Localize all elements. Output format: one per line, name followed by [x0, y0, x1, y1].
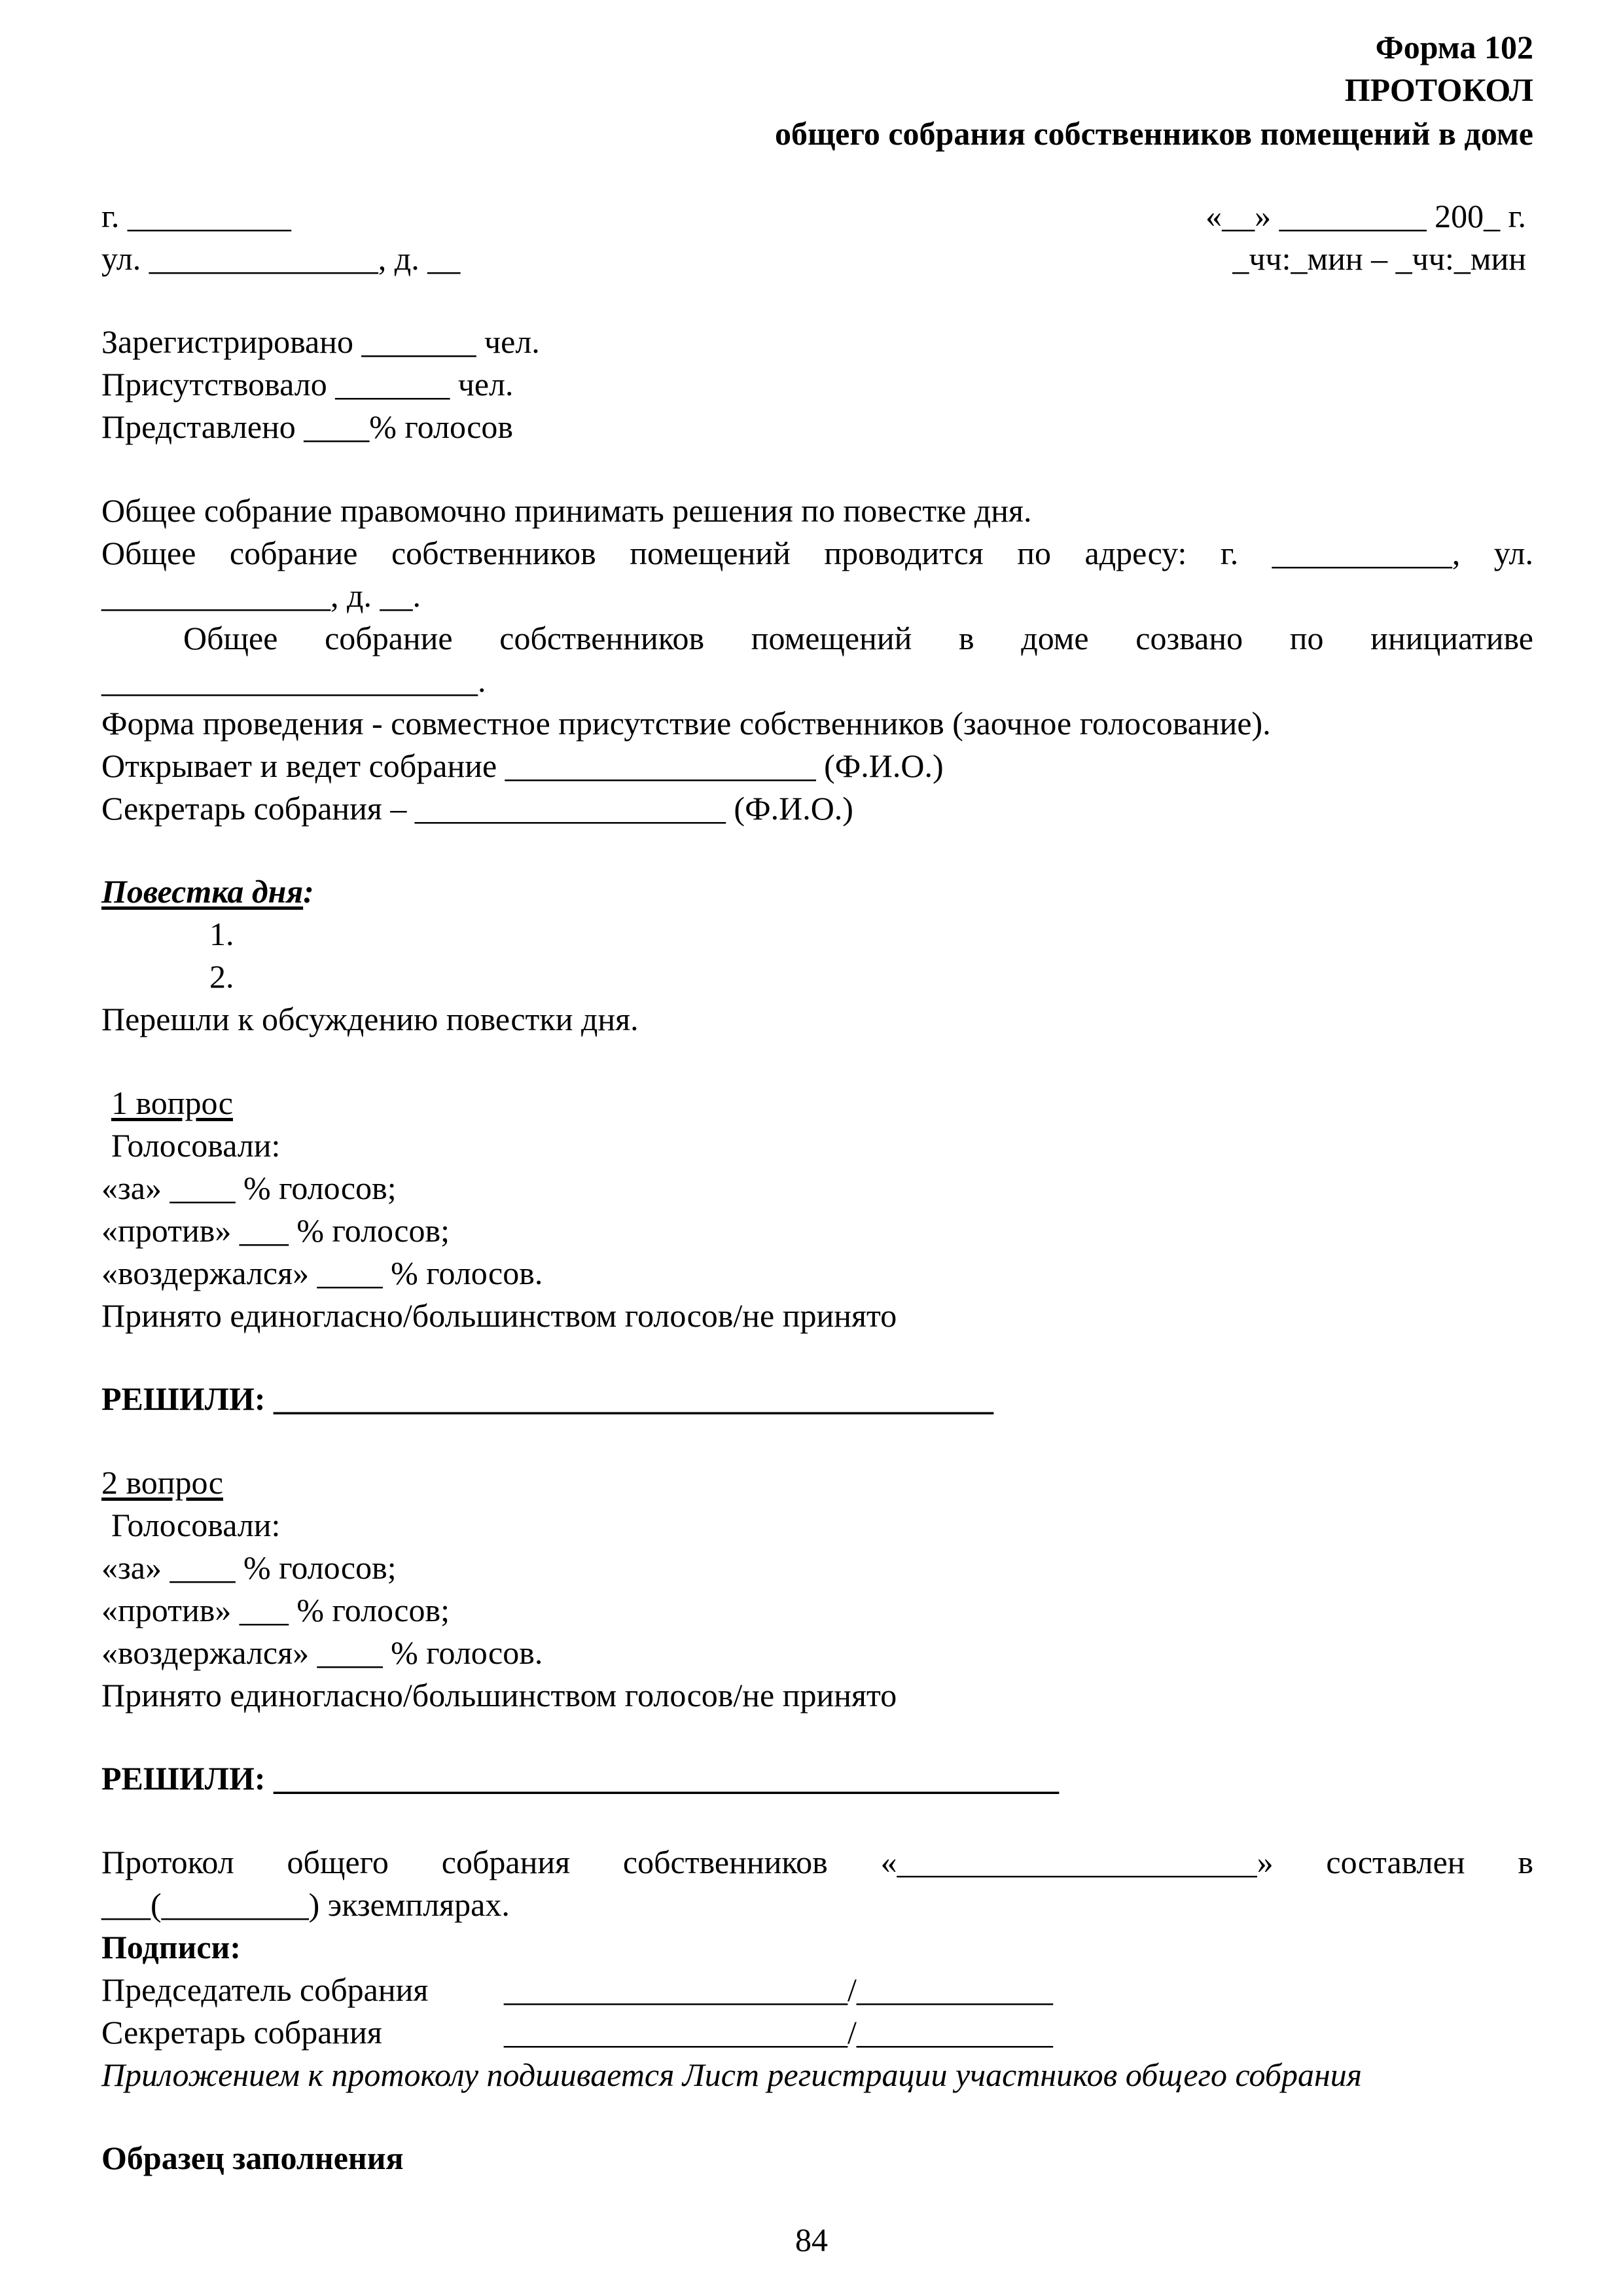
question-2-against: «против» ___ % голосов; — [101, 1592, 450, 1628]
agenda-heading-text: Повестка дня — [101, 873, 304, 910]
agenda-item-1: 1. — [209, 916, 234, 952]
secretary-signature-label: Секретарь собрания — [101, 2014, 382, 2051]
city-field: г. __________ — [101, 198, 291, 234]
question-1-result: Принято единогласно/большинством голосов/не принято — [101, 1297, 897, 1334]
agenda-heading — [101, 870, 314, 913]
document-title: ПРОТОКОЛ — [1344, 71, 1533, 108]
address-line-1: Общее собрание собственников помещений проводится по адресу: г. ___________, ул. — [101, 535, 1533, 571]
question-2-decided: РЕШИЛИ: ________________________________________________ — [101, 1760, 1059, 1797]
question-1-voted: Голосовали: — [111, 1127, 281, 1164]
signatures-heading: Подписи: — [101, 1929, 241, 1965]
question-1-title: 1 вопрос — [111, 1085, 233, 1121]
agenda-transition: Перешли к обсуждению повестки дня. — [101, 1001, 639, 1037]
initiative-line-1: Общее собрание собственников помещений в доме созвано по инициативе — [183, 620, 1533, 656]
copies-line-1: Протокол общего собрания собственников «______________________» составлен в — [101, 1844, 1533, 1880]
question-2-abstained: «воздержался» ____ % голосов. — [101, 1634, 543, 1671]
initiative-line-2: _______________________. — [101, 662, 486, 699]
time-field: _чч:_мин – _чч:_мин — [1232, 240, 1526, 277]
question-2-result: Принято единогласно/большинством голосов/не принято — [101, 1677, 897, 1713]
document-subtitle: общего собрания собственников помещений в доме — [774, 115, 1533, 152]
chair-signature-label: Председатель собрания — [101, 1971, 429, 2008]
present-count: Присутствовало _______ чел. — [101, 366, 514, 403]
question-2-voted: Голосовали: — [111, 1507, 281, 1543]
attachment-note: Приложением к протоколу подшивается Лист регистрации участников общего собрания — [101, 2056, 1363, 2093]
form-number: Форма 102 — [1375, 29, 1533, 65]
question-1-abstained: «воздержался» ____ % голосов. — [101, 1255, 543, 1291]
copies-line-2: ___(_________) экземплярах. — [101, 1886, 510, 1923]
sample-heading: Образец заполнения — [101, 2140, 404, 2176]
meeting-secretary: Секретарь собрания – ___________________ (Ф.И.О.) — [101, 790, 853, 827]
question-1-against: «против» ___ % голосов; — [101, 1212, 450, 1249]
represented-votes: Представлено ____% голосов — [101, 408, 514, 445]
meeting-form: Форма проведения - совместное присутствие собственников (заочное голосование). — [101, 705, 1271, 742]
agenda-heading-colon: : — [303, 873, 314, 910]
address-line-2: ______________, д. __. — [101, 577, 421, 614]
meeting-chair: Открывает и ведет собрание ___________________ (Ф.И.О.) — [101, 747, 944, 784]
question-1-for: «за» ____ % голосов; — [101, 1170, 397, 1206]
agenda-item-2: 2. — [209, 958, 234, 995]
quorum-statement: Общее собрание правомочно принимать решения по повестке дня. — [101, 492, 1032, 529]
registered-count: Зарегистрировано _______ чел. — [101, 323, 540, 360]
question-2-for: «за» ____ % голосов; — [101, 1549, 397, 1586]
chair-signature-line: _____________________/____________ — [504, 1971, 1053, 2008]
date-field: «__» _________ 200_ г. — [1205, 198, 1526, 234]
page-number: 84 — [795, 2221, 828, 2258]
question-1-decided: РЕШИЛИ: ____________________________________________ — [101, 1380, 993, 1417]
street-field: ул. ______________, д. __ — [101, 240, 461, 277]
question-2-title: 2 вопрос — [101, 1464, 223, 1501]
secretary-signature-line: _____________________/____________ — [504, 2014, 1053, 2051]
